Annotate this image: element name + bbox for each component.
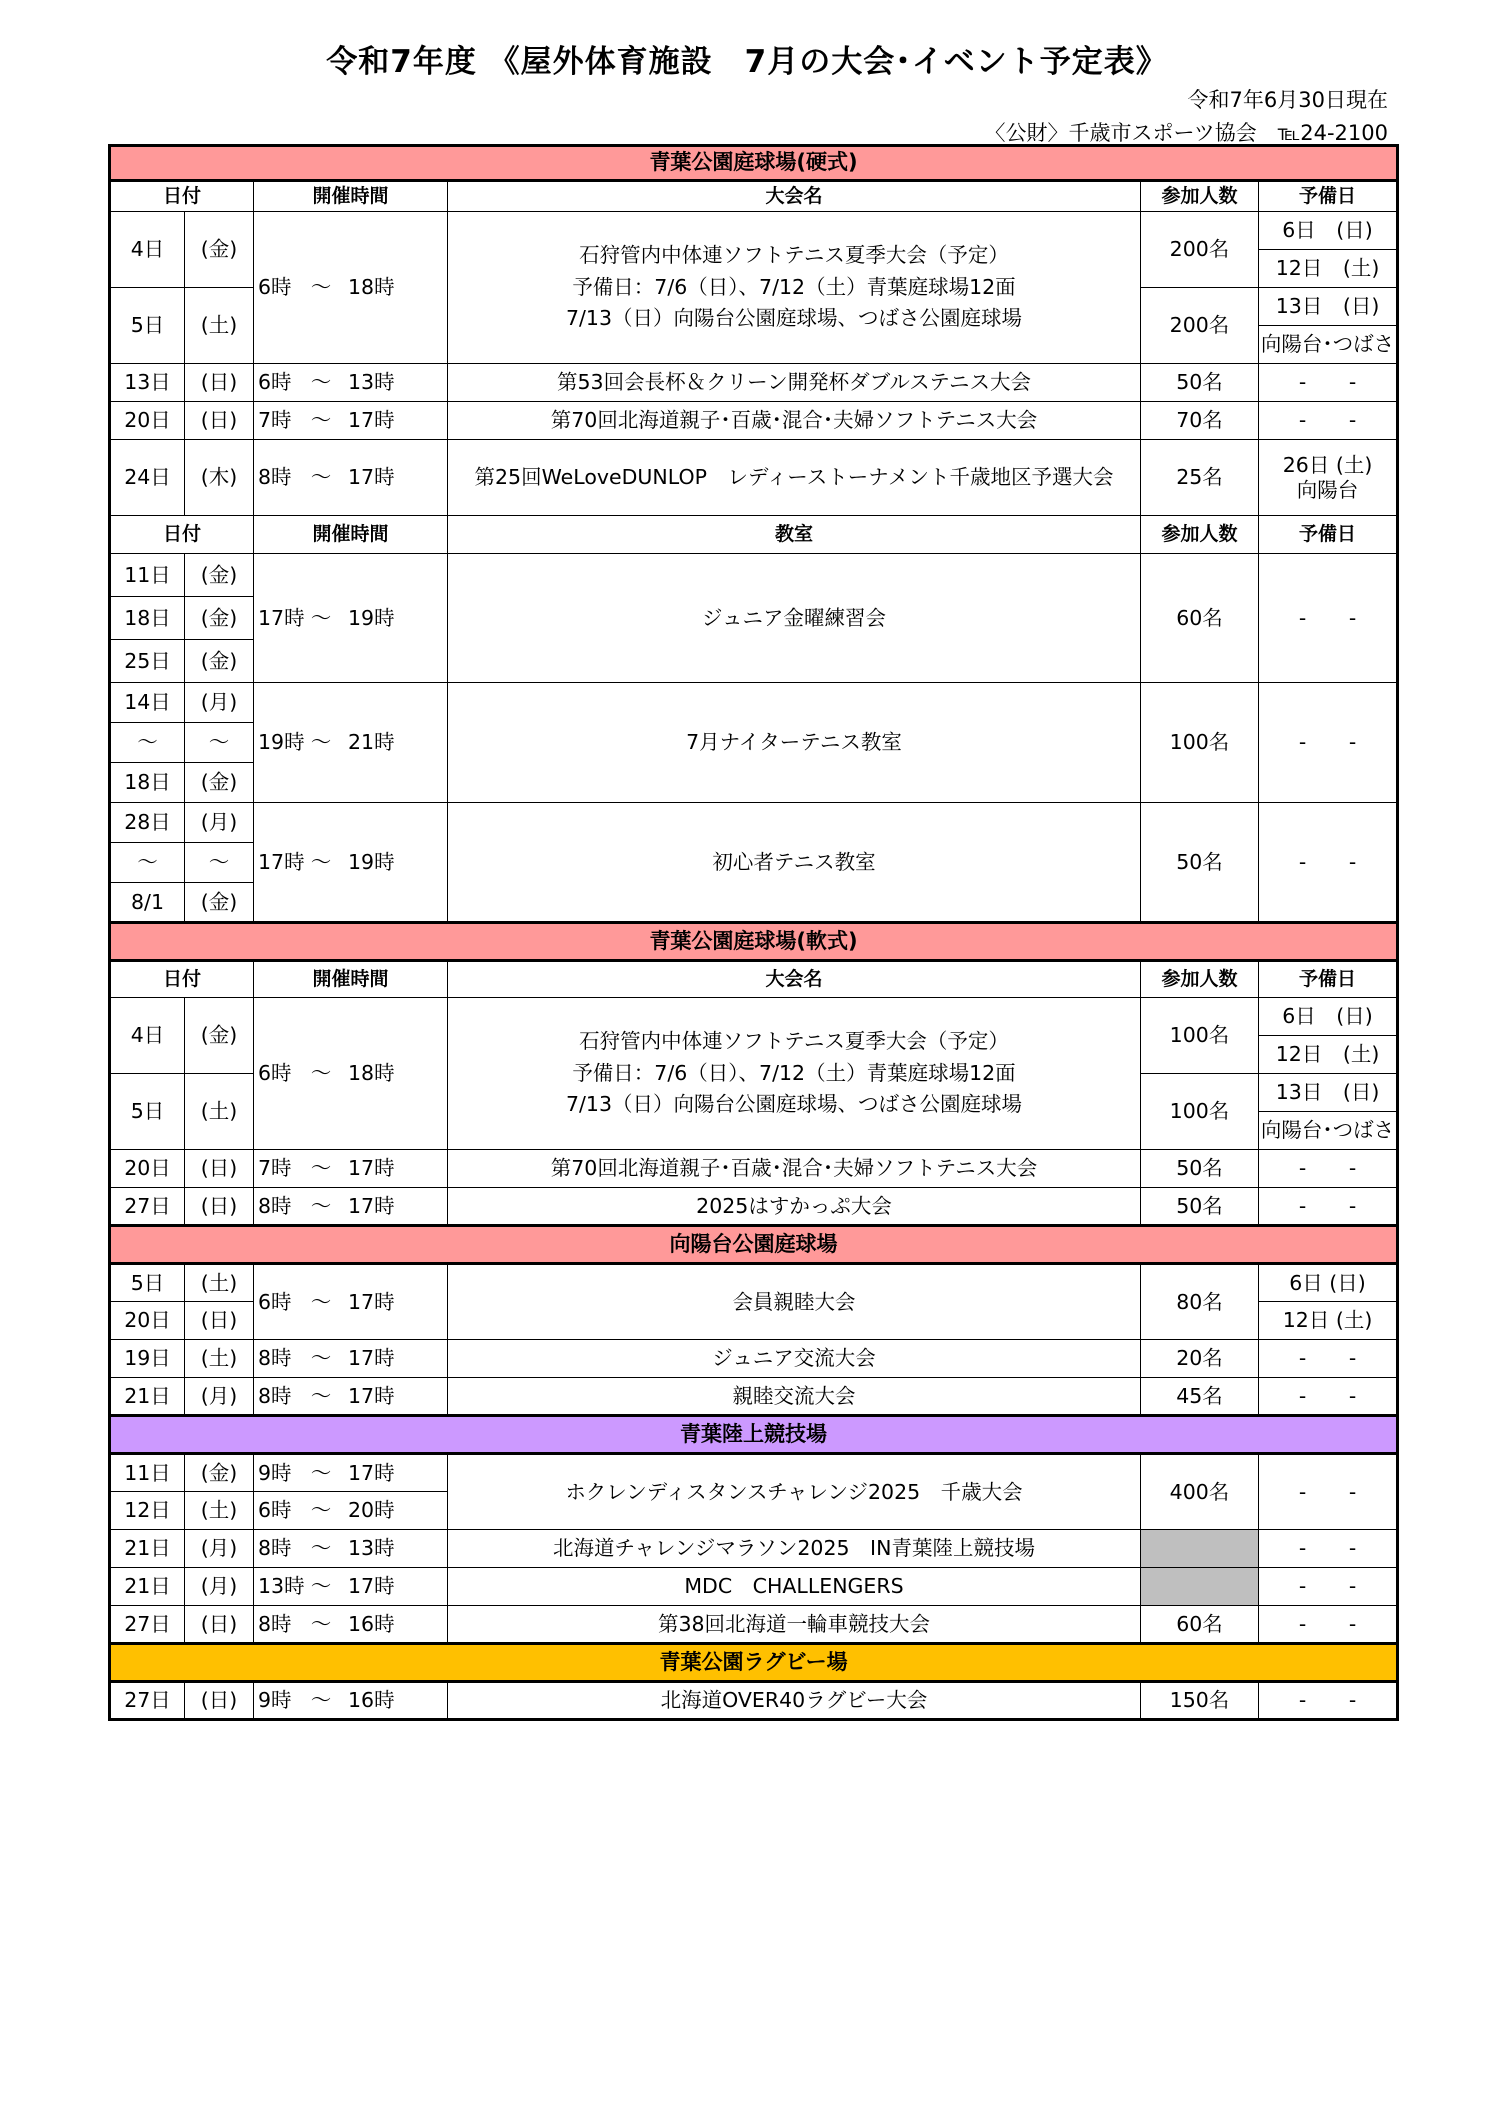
- reserve-none: [1259, 1606, 1398, 1644]
- page-title: 令和7年度 《屋外体育施設 7月の大会･イベント予定表》: [326, 44, 1168, 80]
- date-day: 27日: [110, 1682, 185, 1720]
- event-name: [448, 998, 1141, 1150]
- date-day: 21日: [110, 1378, 185, 1416]
- participant-count: 45名: [1141, 1378, 1259, 1416]
- time-start: 6時: [258, 275, 292, 300]
- time-end: 18時: [348, 275, 395, 300]
- time-range: [254, 554, 448, 683]
- dash: -: [1348, 1611, 1357, 1636]
- time-end: 20時: [348, 1498, 395, 1523]
- dash: -: [1298, 849, 1307, 874]
- time-start: 19時: [258, 730, 305, 755]
- section-row: [110, 923, 1398, 961]
- time-end: 19時: [348, 605, 395, 630]
- date-weekday: (金): [185, 554, 254, 597]
- reserve-none: [1259, 1568, 1398, 1606]
- date-day: 4日: [110, 212, 185, 288]
- dash: -: [1298, 1346, 1307, 1371]
- table-row: [110, 554, 1398, 597]
- header-date: 日付: [110, 516, 254, 554]
- date-weekday: (土): [185, 1492, 254, 1530]
- event-name: 第70回北海道親子･百歳･混合･夫婦ソフトテニス大会: [448, 402, 1141, 440]
- date-day: 14日: [110, 683, 185, 723]
- date-day: 5日: [110, 1264, 185, 1302]
- dash: -: [1348, 1383, 1357, 1408]
- time-range: [254, 998, 448, 1150]
- time-range: [254, 1378, 448, 1416]
- dash: -: [1348, 408, 1357, 433]
- date-day: 28日: [110, 803, 185, 843]
- schedule-table: [108, 144, 1399, 1721]
- date-weekday: (土): [185, 1264, 254, 1302]
- date-day: 4日: [110, 998, 185, 1074]
- event-name: 北海道OVER40ラグビー大会: [448, 1682, 1141, 1720]
- time-start: 8時: [258, 465, 292, 490]
- reserve-none: [1259, 364, 1398, 402]
- class-name: 7月ナイターテニス教室: [448, 683, 1141, 803]
- reserve-none: [1259, 1150, 1398, 1188]
- dash: -: [1348, 1536, 1357, 1561]
- date-day: 5日: [110, 288, 185, 364]
- time-tilde: ～: [310, 1383, 332, 1408]
- participant-count: 50名: [1141, 803, 1259, 923]
- section-row: [110, 146, 1398, 181]
- header-event: 大会名: [448, 961, 1141, 998]
- table-row: [110, 998, 1398, 1036]
- date-day: 20日: [110, 1302, 185, 1340]
- table-row: [110, 1606, 1398, 1644]
- time-end: 19時: [348, 849, 395, 874]
- header-count: 参加人数: [1141, 961, 1259, 998]
- time-range: [254, 1188, 448, 1226]
- time-tilde: ～: [310, 1536, 332, 1561]
- dash: -: [1348, 370, 1357, 395]
- section-row: [110, 1416, 1398, 1454]
- time-start: 7時: [258, 408, 292, 433]
- event-name: 北海道チャレンジマラソン2025 IN青葉陸上競技場: [448, 1530, 1141, 1568]
- time-range: [254, 402, 448, 440]
- time-start: 6時: [258, 1061, 292, 1086]
- time-range: [254, 803, 448, 923]
- date-weekday: (金): [185, 597, 254, 640]
- reserve-day: 6日 (日): [1259, 212, 1398, 250]
- participant-count: 150名: [1141, 1682, 1259, 1720]
- dash: -: [1298, 730, 1307, 755]
- date-weekday: (日): [185, 364, 254, 402]
- time-range: [254, 683, 448, 803]
- class-name: 初心者テニス教室: [448, 803, 1141, 923]
- date-day: 19日: [110, 1340, 185, 1378]
- reserve-day: 13日 (日): [1259, 288, 1398, 326]
- time-start: 6時: [258, 370, 292, 395]
- table-row: [110, 1150, 1398, 1188]
- table-row: [110, 440, 1398, 516]
- participant-count: 50名: [1141, 364, 1259, 402]
- time-range: [254, 1530, 448, 1568]
- participant-count: 20名: [1141, 1340, 1259, 1378]
- date-day: 21日: [110, 1568, 185, 1606]
- date-weekday: (金): [185, 640, 254, 683]
- reserve-day: 12日 (土): [1259, 1302, 1398, 1340]
- time-range: [254, 1454, 448, 1492]
- time-start: 9時: [258, 1688, 292, 1713]
- as-of-date: 令和7年6月30日現在: [1187, 88, 1388, 112]
- reserve-venue: 向陽台: [1296, 477, 1359, 502]
- time-end: 17時: [348, 408, 395, 433]
- dash: -: [1298, 1574, 1307, 1599]
- header-count: 参加人数: [1141, 181, 1259, 212]
- date-weekday: (月): [185, 1568, 254, 1606]
- table-row: [110, 1568, 1398, 1606]
- date-day: 11日: [110, 554, 185, 597]
- event-line: 予備日：7/6（日）、7/12（土）青葉庭球場12面: [572, 274, 1016, 299]
- dash: -: [1298, 1383, 1307, 1408]
- reserve-day: 12日 (土): [1259, 250, 1398, 288]
- dash: -: [1348, 605, 1357, 630]
- time-tilde: ～: [310, 275, 332, 300]
- date-weekday: (金): [185, 763, 254, 803]
- date-weekday: (月): [185, 683, 254, 723]
- reserve-date: 26日 (土): [1282, 452, 1373, 477]
- header-event: 大会名: [448, 181, 1141, 212]
- date-day: 18日: [110, 597, 185, 640]
- event-line: 7/13（日）向陽台公園庭球場、つばさ公園庭球場: [565, 1092, 1023, 1117]
- participant-count: 70名: [1141, 402, 1259, 440]
- table-row: [110, 1340, 1398, 1378]
- time-tilde: ～: [310, 1688, 332, 1713]
- time-end: 17時: [348, 465, 395, 490]
- date-range-tilde: ～: [185, 843, 254, 883]
- participant-count: 60名: [1141, 1606, 1259, 1644]
- reserve-none: [1259, 1682, 1398, 1720]
- reserve-none: [1259, 803, 1398, 923]
- date-weekday: (日): [185, 1150, 254, 1188]
- time-tilde: ～: [310, 465, 332, 490]
- dash: -: [1348, 1156, 1357, 1181]
- time-start: 8時: [258, 1611, 292, 1636]
- reserve-none: [1259, 1340, 1398, 1378]
- table-row: [110, 683, 1398, 723]
- time-tilde: ～: [310, 1193, 332, 1218]
- time-start: 17時: [258, 849, 305, 874]
- time-end: 17時: [348, 1193, 395, 1218]
- participant-count: 200名: [1141, 288, 1259, 364]
- reserve-day: 13日 (日): [1259, 1074, 1398, 1112]
- dash: -: [1298, 1193, 1307, 1218]
- reserve-none: [1259, 402, 1398, 440]
- date-day: 11日: [110, 1454, 185, 1492]
- table-row: [110, 1264, 1398, 1302]
- reserve-day: 6日 (日): [1259, 1264, 1398, 1302]
- time-end: 17時: [348, 1289, 395, 1314]
- time-end: 13時: [348, 370, 395, 395]
- time-start: 13時: [258, 1574, 305, 1599]
- date-weekday: (金): [185, 883, 254, 923]
- date-weekday: (金): [185, 1454, 254, 1492]
- section-row: [110, 1644, 1398, 1682]
- header-time: 開催時間: [254, 516, 448, 554]
- event-name: 第70回北海道親子･百歳･混合･夫婦ソフトテニス大会: [448, 1150, 1141, 1188]
- participant-count: 400名: [1141, 1454, 1259, 1530]
- table-row: [110, 212, 1398, 250]
- time-end: 17時: [348, 1383, 395, 1408]
- time-end: 17時: [348, 1460, 395, 1485]
- dash: -: [1298, 1479, 1307, 1504]
- event-name: 第53回会長杯＆クリーン開発杯ダブルステニス大会: [448, 364, 1141, 402]
- event-name: 第25回WeLoveDUNLOP レディーストーナメント千歳地区予選大会: [448, 440, 1141, 516]
- date-weekday: (日): [185, 1302, 254, 1340]
- time-tilde: ～: [310, 370, 332, 395]
- dash: -: [1298, 1536, 1307, 1561]
- date-weekday: (月): [185, 1530, 254, 1568]
- time-start: 8時: [258, 1346, 292, 1371]
- event-name: ジュニア交流大会: [448, 1340, 1141, 1378]
- event-line: 予備日：7/6（日）、7/12（土）青葉庭球場12面: [572, 1060, 1016, 1085]
- participant-count: 80名: [1141, 1264, 1259, 1340]
- event-line: 石狩管内中体連ソフトテニス夏季大会（予定）: [579, 1028, 1009, 1053]
- table-row: [110, 364, 1398, 402]
- date-weekday: (日): [185, 1682, 254, 1720]
- time-tilde: ～: [310, 408, 332, 433]
- reserve-none: [1259, 1378, 1398, 1416]
- date-day: 24日: [110, 440, 185, 516]
- date-weekday: (土): [185, 288, 254, 364]
- time-end: 17時: [348, 1574, 395, 1599]
- dash: -: [1348, 1479, 1357, 1504]
- dash: -: [1348, 849, 1357, 874]
- header-class: 教室: [448, 516, 1141, 554]
- time-start: 9時: [258, 1460, 292, 1485]
- table-row: [110, 1454, 1398, 1492]
- date-day: 13日: [110, 364, 185, 402]
- time-start: 7時: [258, 1156, 292, 1181]
- header-row: [110, 516, 1398, 554]
- event-name: [448, 212, 1141, 364]
- time-end: 18時: [348, 1061, 395, 1086]
- event-name: MDC CHALLENGERS: [448, 1568, 1141, 1606]
- section-hard-tennis: 青葉公園庭球場(硬式): [110, 146, 1398, 181]
- event-name: ホクレンディスタンスチャレンジ2025 千歳大会: [448, 1454, 1141, 1530]
- event-name: 会員親睦大会: [448, 1264, 1141, 1340]
- participant-count: 100名: [1141, 1074, 1259, 1150]
- date-day: 21日: [110, 1530, 185, 1568]
- date-day: 20日: [110, 1150, 185, 1188]
- date-day: 18日: [110, 763, 185, 803]
- event-line: 石狩管内中体連ソフトテニス夏季大会（予定）: [579, 242, 1009, 267]
- dash: -: [1298, 1611, 1307, 1636]
- time-range: [254, 212, 448, 364]
- participant-count: 50名: [1141, 1150, 1259, 1188]
- organization-contact: 〈公財〉千歳市スポーツ協会 ℡24-2100: [984, 121, 1388, 145]
- header-count: 参加人数: [1141, 516, 1259, 554]
- time-start: 17時: [258, 605, 305, 630]
- date-day: 25日: [110, 640, 185, 683]
- header-date: 日付: [110, 961, 254, 998]
- header-date: 日付: [110, 181, 254, 212]
- time-end: 21時: [348, 730, 395, 755]
- time-start: 8時: [258, 1536, 292, 1561]
- time-tilde: ～: [310, 1289, 332, 1314]
- date-day: 8/1: [110, 883, 185, 923]
- time-range: [254, 1682, 448, 1720]
- participant-count: 60名: [1141, 554, 1259, 683]
- time-tilde: ～: [310, 1498, 332, 1523]
- reserve-venue: 向陽台･つばさ: [1259, 1112, 1398, 1150]
- dash: -: [1298, 1156, 1307, 1181]
- header-reserve: 予備日: [1259, 181, 1398, 212]
- participant-count: 100名: [1141, 998, 1259, 1074]
- header-row: [110, 961, 1398, 998]
- dash: -: [1298, 408, 1307, 433]
- dash: -: [1348, 1688, 1357, 1713]
- date-day: 27日: [110, 1606, 185, 1644]
- reserve-day: [1259, 440, 1398, 516]
- date-weekday: (日): [185, 1188, 254, 1226]
- table-row: [110, 1378, 1398, 1416]
- reserve-none: [1259, 554, 1398, 683]
- time-range: [254, 1492, 448, 1530]
- time-range: [254, 1568, 448, 1606]
- header-row: [110, 181, 1398, 212]
- header-time: 開催時間: [254, 181, 448, 212]
- table-row: [110, 1530, 1398, 1568]
- time-start: 6時: [258, 1289, 292, 1314]
- reserve-none: [1259, 1530, 1398, 1568]
- time-tilde: ～: [310, 1574, 332, 1599]
- date-day: 27日: [110, 1188, 185, 1226]
- time-range: [254, 1340, 448, 1378]
- time-end: 16時: [348, 1688, 395, 1713]
- date-weekday: (月): [185, 1378, 254, 1416]
- time-tilde: ～: [310, 1460, 332, 1485]
- reserve-day: 12日 (土): [1259, 1036, 1398, 1074]
- time-end: 13時: [348, 1536, 395, 1561]
- time-tilde: ～: [310, 1611, 332, 1636]
- table-row: [110, 402, 1398, 440]
- time-tilde: ～: [310, 1346, 332, 1371]
- time-tilde: ～: [310, 605, 332, 630]
- section-athletics-field: 青葉陸上競技場: [110, 1416, 1398, 1454]
- time-tilde: ～: [310, 1061, 332, 1086]
- time-tilde: ～: [310, 849, 332, 874]
- date-weekday: (金): [185, 212, 254, 288]
- participant-count: 50名: [1141, 1188, 1259, 1226]
- reserve-none: [1259, 1188, 1398, 1226]
- header-reserve: 予備日: [1259, 961, 1398, 998]
- section-rugby-field: 青葉公園ラグビー場: [110, 1644, 1398, 1682]
- participant-count: 25名: [1141, 440, 1259, 516]
- section-soft-tennis: 青葉公園庭球場(軟式): [110, 923, 1398, 961]
- dash: -: [1298, 605, 1307, 630]
- participant-count: 200名: [1141, 212, 1259, 288]
- date-weekday: (日): [185, 402, 254, 440]
- event-name: 2025はすかっぷ大会: [448, 1188, 1141, 1226]
- time-range: [254, 1150, 448, 1188]
- table-row: [110, 1188, 1398, 1226]
- table-row: [110, 1682, 1398, 1720]
- time-start: 8時: [258, 1193, 292, 1218]
- reserve-none: [1259, 1454, 1398, 1530]
- date-weekday: (土): [185, 1340, 254, 1378]
- time-end: 17時: [348, 1156, 395, 1181]
- class-name: ジュニア金曜練習会: [448, 554, 1141, 683]
- time-range: [254, 440, 448, 516]
- time-tilde: ～: [310, 1156, 332, 1181]
- section-koyodai-tennis: 向陽台公園庭球場: [110, 1226, 1398, 1264]
- time-tilde: ～: [310, 730, 332, 755]
- date-range-tilde: ～: [110, 843, 185, 883]
- time-start: 8時: [258, 1383, 292, 1408]
- time-range: [254, 1606, 448, 1644]
- date-weekday: (日): [185, 1606, 254, 1644]
- dash: -: [1348, 1346, 1357, 1371]
- table-row: [110, 803, 1398, 843]
- time-end: 17時: [348, 1346, 395, 1371]
- event-line: 7/13（日）向陽台公園庭球場、つばさ公園庭球場: [565, 306, 1023, 331]
- header-reserve: 予備日: [1259, 516, 1398, 554]
- date-weekday: (月): [185, 803, 254, 843]
- time-start: 6時: [258, 1498, 292, 1523]
- time-range: [254, 1264, 448, 1340]
- reserve-venue: 向陽台･つばさ: [1259, 326, 1398, 364]
- reserve-none: [1259, 683, 1398, 803]
- event-name: 親睦交流大会: [448, 1378, 1141, 1416]
- date-day: 12日: [110, 1492, 185, 1530]
- participant-count-blank: [1141, 1568, 1259, 1606]
- time-end: 16時: [348, 1611, 395, 1636]
- participant-count-blank: [1141, 1530, 1259, 1568]
- dash: -: [1298, 370, 1307, 395]
- participant-count: 100名: [1141, 683, 1259, 803]
- reserve-day: 6日 (日): [1259, 998, 1398, 1036]
- header-time: 開催時間: [254, 961, 448, 998]
- date-weekday: (金): [185, 998, 254, 1074]
- date-weekday: (木): [185, 440, 254, 516]
- section-row: [110, 1226, 1398, 1264]
- date-weekday: (土): [185, 1074, 254, 1150]
- date-day: 5日: [110, 1074, 185, 1150]
- dash: -: [1298, 1688, 1307, 1713]
- event-name: 第38回北海道一輪車競技大会: [448, 1606, 1141, 1644]
- date-range-tilde: ～: [185, 723, 254, 763]
- date-range-tilde: ～: [110, 723, 185, 763]
- dash: -: [1348, 730, 1357, 755]
- dash: -: [1348, 1574, 1357, 1599]
- date-day: 20日: [110, 402, 185, 440]
- dash: -: [1348, 1193, 1357, 1218]
- time-range: [254, 364, 448, 402]
